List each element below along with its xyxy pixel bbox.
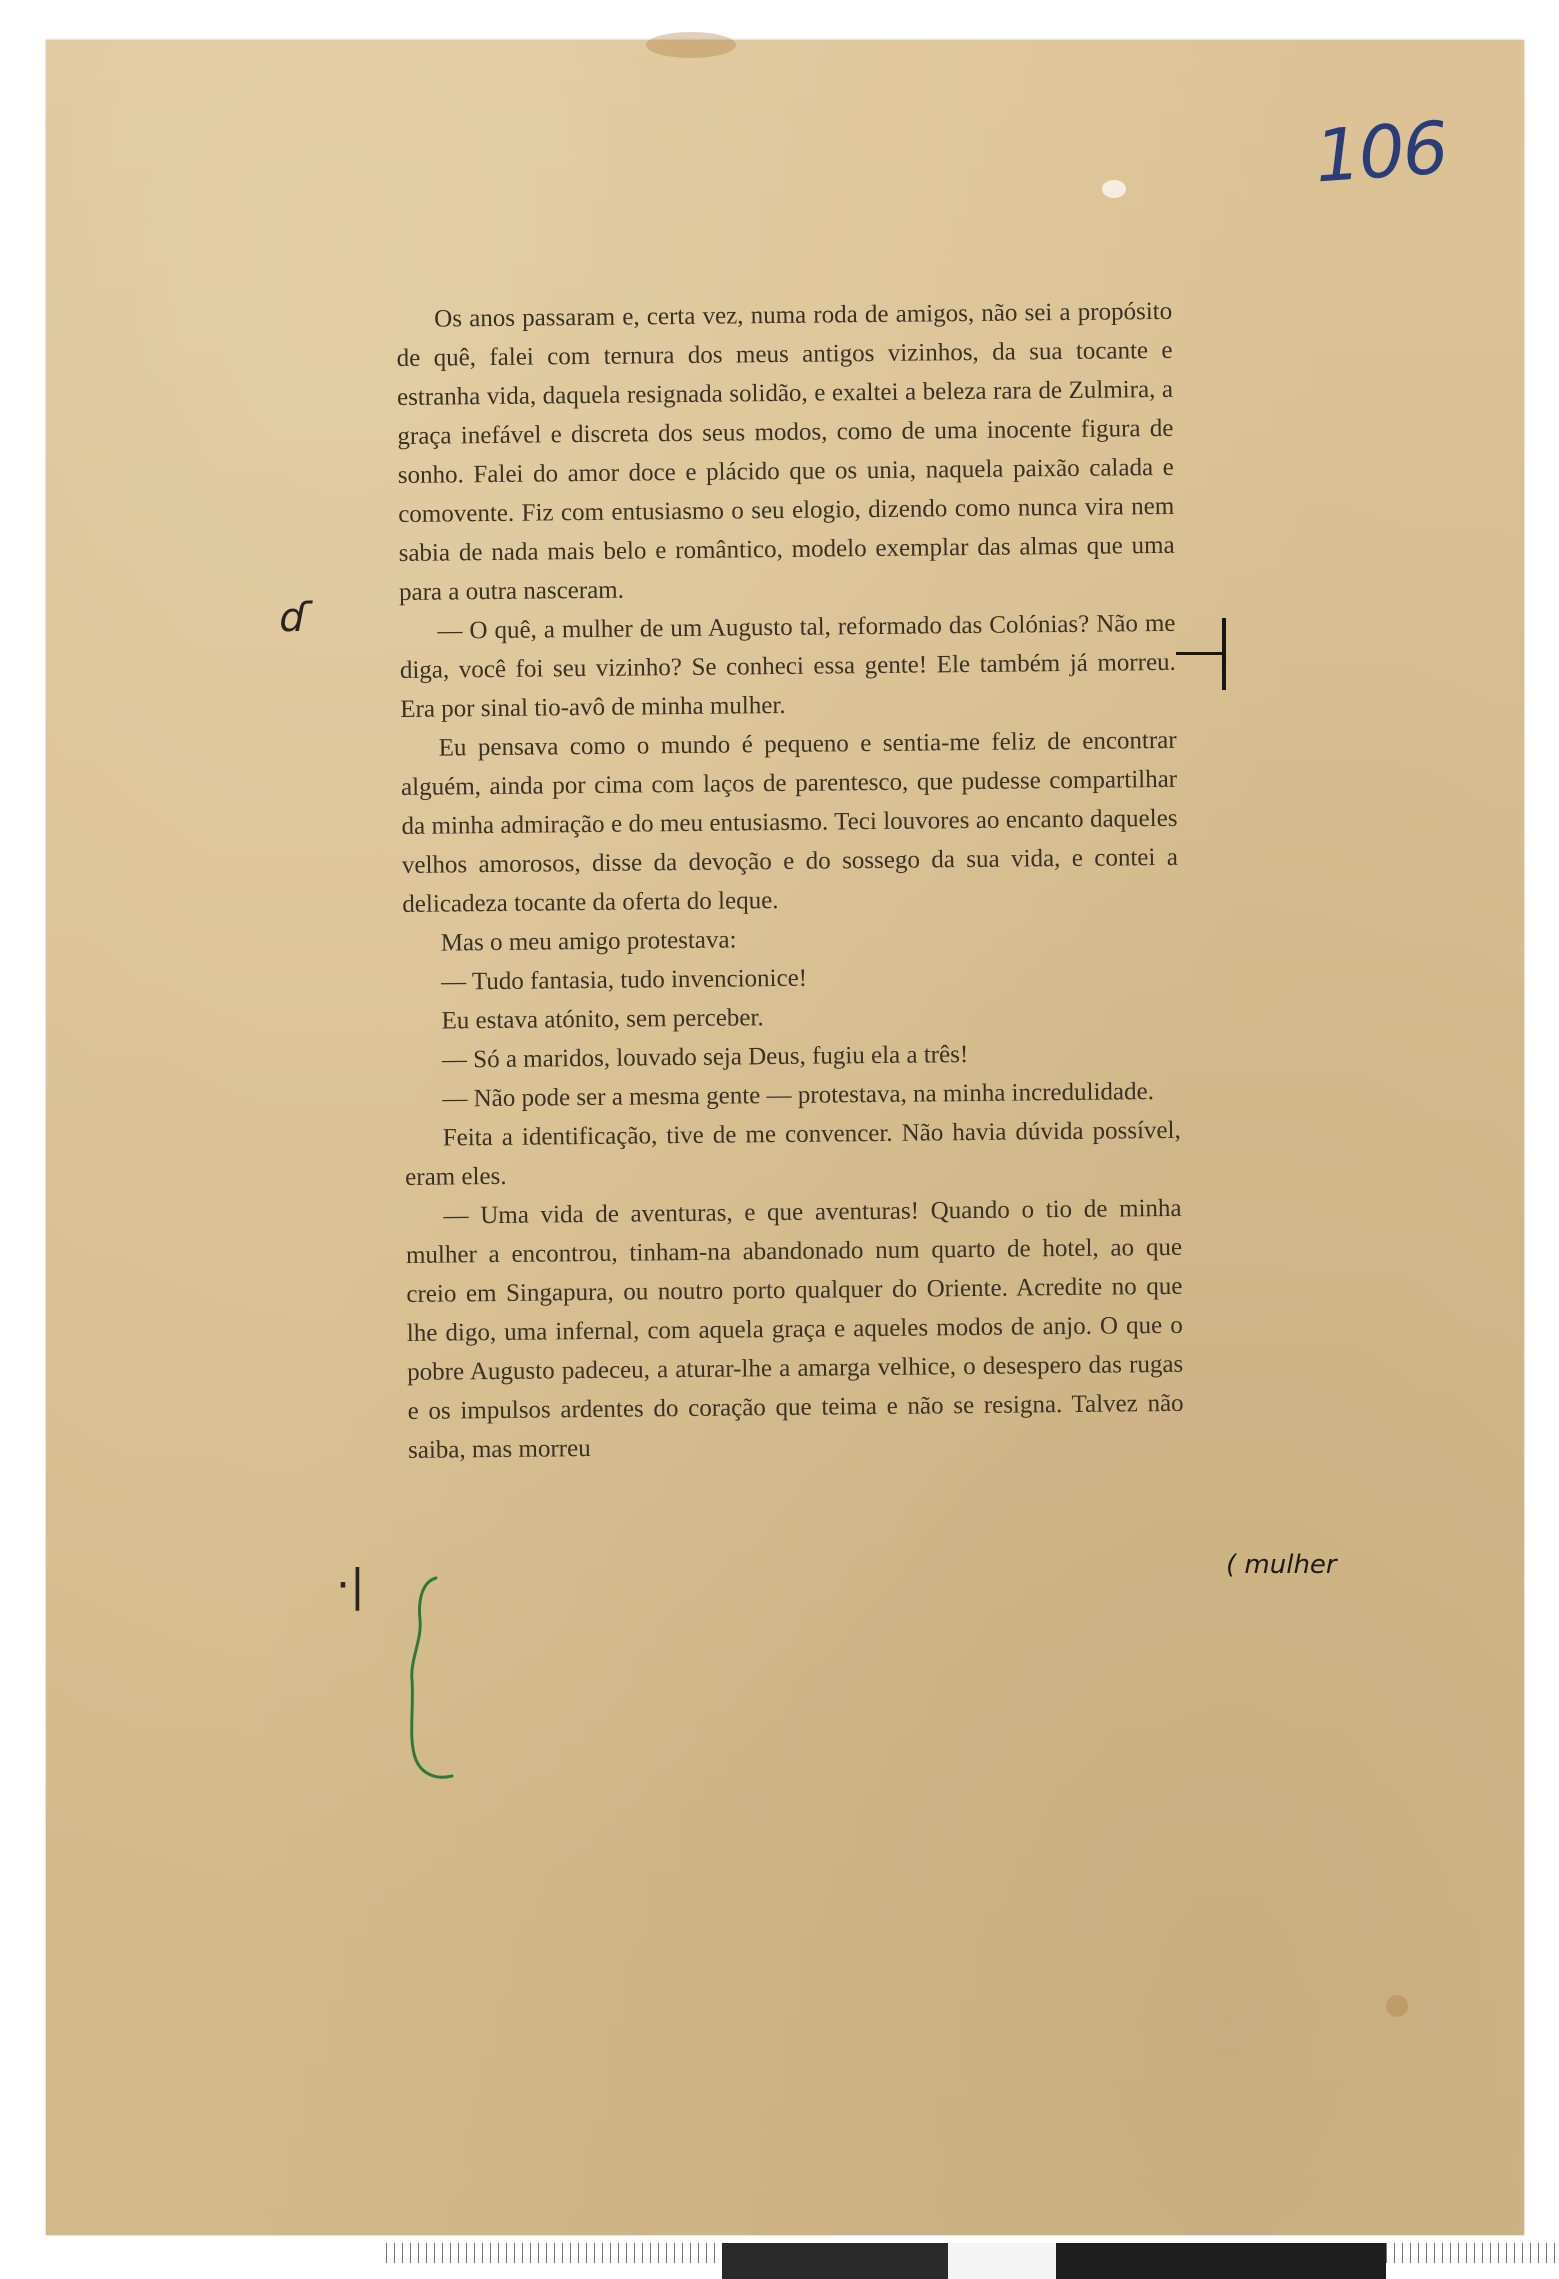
calibration-black-block-2 [1056, 2243, 1386, 2279]
paragraph-9: Feita a identificação, tive de me convencer. Não havia dúvida possível, eram eles. [405, 1116, 1181, 1191]
insertion-bracket-horizontal [1176, 652, 1224, 655]
margin-note-left-upper: ɗ [280, 595, 310, 641]
paragraph-6: Eu estava atónito, sem perceber. [441, 1004, 764, 1035]
paper-stain-bottom [1386, 1995, 1408, 2017]
paragraph-3: Eu pensava como o mundo é pequeno e sentia-me feliz de encontrar alguém, ainda por cima com laços de parentesco, que pudesse compartilhar da minha admiração e do meu entusiasmo. Teci louvores ao encanto daqueles velhos amorosos, disse da devoção e do sossego da sua vida, e contei a delicadeza tocante da oferta do leque. [400, 726, 1179, 918]
paragraph-7: — Só a maridos, louvado seja Deus, fugiu ela a três! [441, 1041, 969, 1074]
insertion-bracket-vertical [1222, 618, 1226, 690]
ruler-ticks-right [1386, 2243, 1559, 2263]
calibration-black-block [722, 2243, 948, 2279]
insertion-bracket-icon [1176, 610, 1236, 690]
paragraph-4: Mas o meu amigo protestava: [440, 926, 737, 957]
paper-stain-small [1102, 180, 1126, 198]
paragraph-5: — Tudo fantasia, tudo invencionice! [441, 964, 808, 996]
body-text [396, 292, 1184, 1470]
margin-note-left-lower: ·| [336, 1560, 365, 1611]
margin-note-right-lower: ( mulher [1226, 1550, 1337, 1580]
paragraph-2: — O quê, a mulher de um Augusto tal, reformado das Colónias? Não me diga, você foi seu vizinho? Se conheci essa gente! Ele também já morreu. Era por sinal tio-avô de minha mulher. [399, 609, 1176, 723]
scan-calibration-strip [386, 2243, 1559, 2279]
paper-stain-top [646, 32, 736, 58]
paragraph-8: — Não pode ser a mesma gente — protestava, na minha incredulidade. [442, 1078, 1155, 1113]
page-number: 106 [1311, 105, 1449, 199]
ruler-ticks-left [386, 2243, 726, 2263]
paragraph-1: Os anos passaram e, certa vez, numa roda de amigos, não sei a propósito de quê, falei com ternura dos meus antigos vizinhos, da sua tocante e estranha vida, daquela resignada solidão, e exaltei a beleza rara de Zulmira, a graça inefável e discreta dos seus modos, como de uma inocente figura de sonho. Falei do amor doce e plácido que os unia, naquela paixão calada e comovente. Fiz com entusiasmo o seu elogio, dizendo como nunca vira nem sabia de nada mais belo e romântico, modelo exemplar das almas que uma para a outra nasceram. [396, 297, 1175, 606]
document-page [46, 40, 1524, 2235]
paragraph-10: — Uma vida de aventuras, e que aventuras! Quando o tio de minha mulher a encontrou, tinham-na abandonado num quarto de hotel, ao que creio em Singapura, ou noutro porto qualquer do Oriente. Acredite no que lhe digo, uma infernal, com aquela graça e aqueles modos de anjo. O que o pobre Augusto padeceu, a aturar-lhe a amarga velhice, o desespero das rugas e os impulsos ardentes do coração que teima e não se resigna. Talvez não saiba, mas morreu [405, 1194, 1184, 1464]
green-bracket-icon [396, 1570, 476, 1790]
calibration-white-block [948, 2243, 1056, 2279]
